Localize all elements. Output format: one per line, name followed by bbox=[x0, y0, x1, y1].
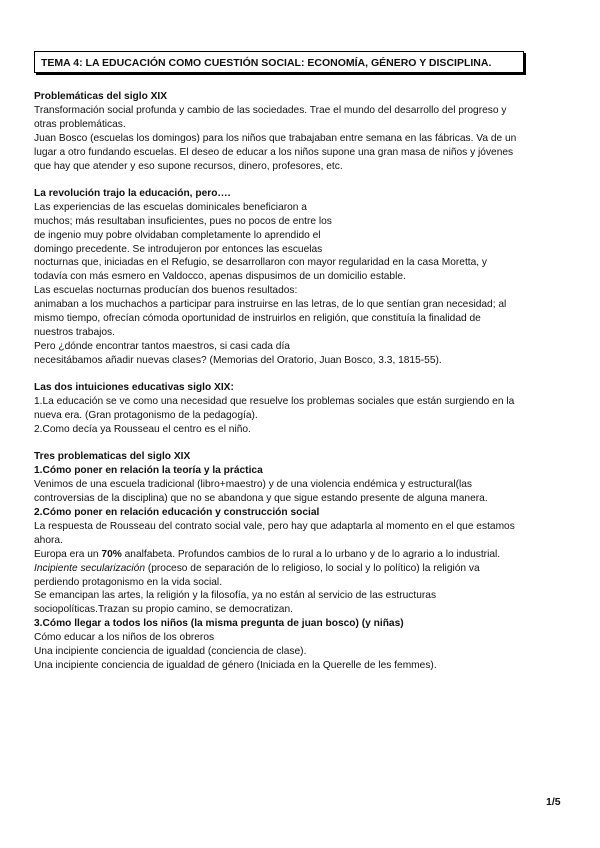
paragraph-line: que hay que atender y eso supone recursos, dinero, profesores, etc. bbox=[34, 160, 343, 172]
paragraph-line: ahora. bbox=[34, 534, 63, 546]
paragraph-line: 1.La educación se ve como una necesidad que resuelve los problemas sociales que están surgiendo en la bbox=[34, 396, 515, 408]
paragraph-line: lugar a otro fundando escuelas. El deseo de educar a los niños supone una gran masa de niños y jóvenes bbox=[34, 146, 514, 158]
paragraph-line: 2.Como decía ya Rousseau el centro es el niño. bbox=[34, 423, 251, 435]
paragraph-line: animaban a los muchachos a participar para instruirse en las letras, de lo que sentían gran necesidad; al bbox=[34, 299, 507, 311]
paragraph-line: Una incipiente conciencia de igualdad (conciencia de clase). bbox=[34, 646, 307, 658]
paragraph-line: Una incipiente conciencia de igualdad de género (Iniciada en la Querelle de les femmes). bbox=[34, 659, 437, 671]
text-run-italic: Incipiente secularización bbox=[34, 562, 145, 574]
section-heading: Problemáticas del siglo XIX bbox=[34, 91, 168, 102]
paragraph-line: nuestros trabajos. bbox=[34, 327, 115, 338]
paragraph-line: Pero ¿dónde encontrar tantos maestros, si casi cada día bbox=[34, 340, 290, 352]
text-run: Europa era un bbox=[34, 548, 102, 560]
paragraph-line: perdiendo protagonismo en la vida social. bbox=[34, 576, 223, 588]
paragraph-line: sociopolíticas.Trazan su propio camino, se democratizan. bbox=[34, 604, 293, 616]
text-run-bold: 70% bbox=[101, 548, 122, 560]
section-heading: Tres problematicas del siglo XIX bbox=[34, 451, 191, 463]
paragraph-line: muchos; más resultaban insuficientes, pues no pocos de entre los bbox=[34, 215, 332, 227]
subsection-heading: 1.Cómo poner en relación la teoría y la práctica bbox=[34, 465, 263, 477]
paragraph-line bbox=[34, 548, 566, 562]
subsection-heading: 2.Cómo poner en relación educación y construcción social bbox=[34, 506, 320, 518]
paragraph-line: Transformación social profunda y cambio de las sociedades. Trae el mundo del desarrollo del progreso y bbox=[34, 104, 507, 116]
paragraph-line: Juan Bosco (escuelas los domingos) para los niños que trabajaban entre semana en las fábricas. Va de un bbox=[34, 132, 517, 144]
paragraph-line bbox=[34, 562, 566, 576]
paragraph-line: nueva era. (Gran protagonismo de la pedagogía). bbox=[34, 410, 258, 422]
paragraph-line: Las experiencias de las escuelas dominicales beneficiaron a bbox=[34, 201, 307, 213]
paragraph-line: Se emancipan las artes, la religión y la filosofía, ya no están al servicio de las estructuras bbox=[34, 590, 437, 602]
page-number: 1/5 bbox=[546, 796, 561, 808]
paragraph-line: mismo tiempo, ofrecían cómoda oportunidad de instruirlos en religión, que constituía la finalidad de bbox=[34, 313, 481, 325]
paragraph-line: Venimos de una escuela tradicional (libro+maestro) y de una violencia endémica y estructural(las bbox=[34, 479, 473, 491]
paragraph-line: domingo precedente. Se introdujeron por entonces las escuelas bbox=[34, 243, 323, 255]
paragraph-line: otras problemáticas. bbox=[34, 118, 126, 130]
paragraph-line: de ingenio muy pobre olvidaban completamente lo aprendido el bbox=[34, 229, 321, 241]
paragraph-line: La respuesta de Rousseau del contrato social vale, pero hay que adaptarla al momento en el que estamos bbox=[34, 520, 515, 532]
text-run: analfabeta. Profundos cambios de lo rural a lo urbano y de lo agrario a lo industrial. bbox=[121, 548, 501, 560]
paragraph-line: controversias de la disciplina) que no se abandona y que sigue estando presente de alguna manera. bbox=[34, 493, 488, 505]
section-heading: La revolución trajo la educación, pero…. bbox=[34, 187, 231, 199]
subsection-heading: 3.Cómo llegar a todos los niños (la misma pregunta de juan bosco) (y niñas) bbox=[34, 618, 404, 630]
paragraph-line: Las escuelas nocturnas producían dos buenos resultados: bbox=[34, 285, 298, 297]
paragraph-line: todavía con más esmero en Valdocco, apenas dispusimos de un domicilio estable. bbox=[34, 271, 406, 283]
text-run: (proceso de separación de lo religioso, lo social y lo político) la religión va bbox=[145, 562, 480, 574]
paragraph-line: necesitábamos añadir nuevas clases? (Memorias del Oratorio, Juan Bosco, 3.3, 1815-55). bbox=[34, 354, 442, 366]
paragraph-line: Cómo educar a los niños de los obreros bbox=[34, 632, 215, 644]
document-body bbox=[34, 90, 566, 673]
section-heading: Las dos intuiciones educativas siglo XIX: bbox=[34, 382, 234, 394]
page-title: TEMA 4: LA EDUCACIÓN COMO CUESTIÓN SOCIAL: ECONOMÍA, GÉNERO Y DISCIPLINA. bbox=[34, 51, 524, 73]
paragraph-line: nocturnas que, iniciadas en el Refugio, se desarrollaron con mayor regularidad en la casa Moretta, y bbox=[34, 257, 488, 269]
